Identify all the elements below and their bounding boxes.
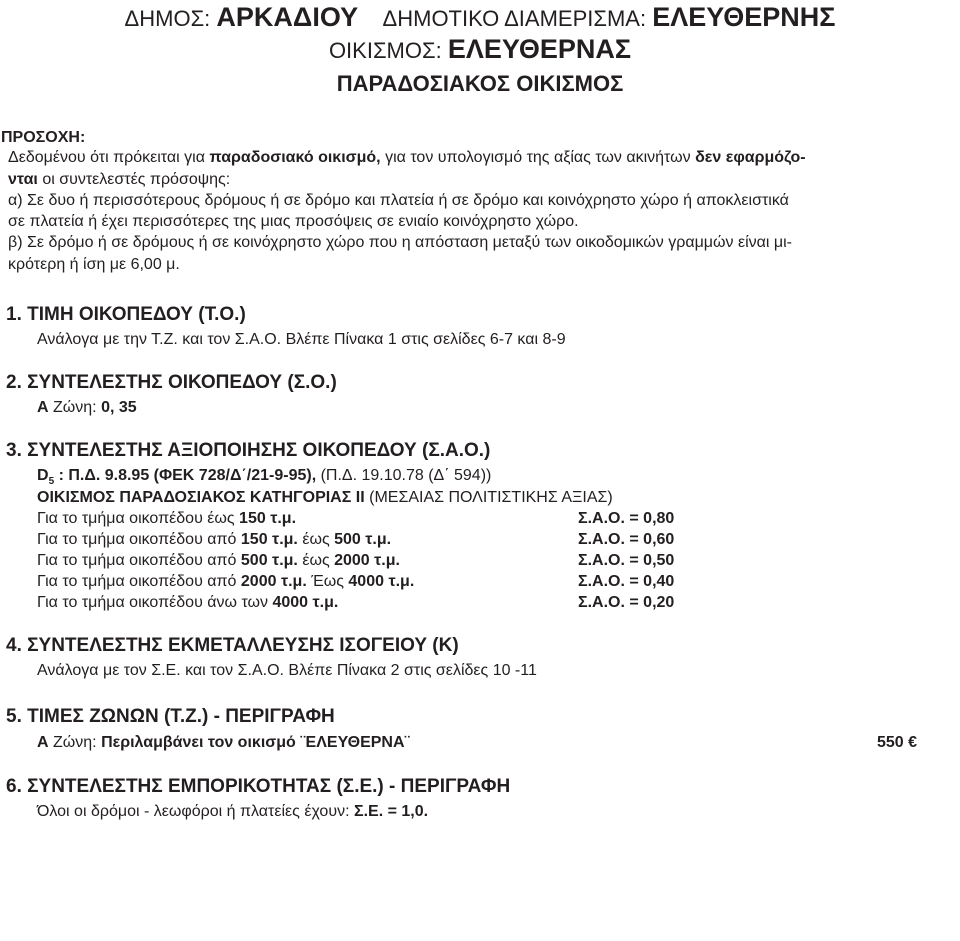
section-4-title: 4. ΣΥΝΤΕΛΕΣΤΗΣ ΕΚΜΕΤΑΛΛΕΥΣΗΣ ΙΣΟΓΕΙΟΥ (Κ) (6, 635, 459, 656)
section-5-title: 5. ΤΙΜΕΣ ΖΩΝΩΝ (Τ.Ζ.) - ΠΕΡΙΓΡΑΦΗ (6, 706, 335, 727)
section-5-zone (37, 734, 410, 752)
warning-line-6: κρότερη ή ίση με 6,00 μ. (8, 256, 180, 273)
reference-decree: : Π.Δ. 9.8.95 (ΦΕΚ 728/Δ΄/21-9-95), (54, 467, 317, 484)
zone-letter: Α (37, 734, 49, 751)
warning-line-5: β) Σε δρόμο ή σε δρόμους ή σε κοινόχρηστο χώρο που η απόσταση μεταξύ των οικοδομικών γραμμών είναι μι- (8, 234, 792, 251)
section-3-title: 3. ΣΥΝΤΕΛΕΣΤΗΣ ΑΞΙΟΠΟΙΗΣΗΣ ΟΙΚΟΠΕΔΟΥ (Σ.Α.Ο.) (6, 440, 491, 461)
text-run-bold: δεν εφαρμόζο- (695, 149, 806, 166)
zone-label: Ζώνη: (48, 734, 102, 751)
row-text: Για το τμήμα οικοπέδου άνω των (37, 594, 273, 611)
text-run-bold: παραδοσιακό οικισμό, (209, 149, 381, 166)
settlement-type: ΠΑΡΑΔΟΣΙΑΚΟΣ ΟΙΚΙΣΜΟΣ (336, 71, 624, 96)
sao-row (37, 552, 737, 570)
section-1-title: 1. ΤΙΜΗ ΟΙΚΟΠΕΔΟΥ (Τ.Ο.) (6, 304, 246, 325)
row-text: Για το τμήμα οικοπέδου από (37, 573, 241, 590)
row-area: 150 τ.μ. (240, 531, 298, 548)
row-area: 4000 τ.μ. (272, 594, 339, 611)
row-coefficient: Σ.Α.Ο. = 0,20 (578, 594, 675, 611)
text-run: Όλοι οι δρόμοι - λεωφόροι ή πλατείες έχουν: (37, 803, 354, 820)
settlement-name: ΕΛΕΥΘΕΡΝΑΣ (447, 34, 632, 64)
zone-price: 550 € (877, 734, 918, 751)
row-text: έως (297, 531, 335, 548)
warning-line-2 (8, 171, 230, 189)
district-label: ΔΗΜΟΤΙΚΟ ΔΙΑΜΕΡΙΣΜΑ: (382, 6, 653, 31)
settlement-label: ΟΙΚΙΣΜΟΣ: (328, 38, 448, 63)
row-text: Για το τμήμα οικοπέδου έως (37, 510, 240, 527)
reference-subscript: 5 (48, 476, 55, 487)
row-text: Για το τμήμα οικοπέδου από (37, 552, 241, 569)
sao-row (37, 510, 737, 528)
warning-line-1 (8, 149, 806, 167)
warning-title: ΠΡΟΣΟΧΗ: (1, 129, 86, 146)
section-3-category (37, 489, 613, 507)
reference-decree-2: (Π.Δ. 19.10.78 (Δ΄ 594)) (316, 467, 492, 484)
row-text: Για το τμήμα οικοπέδου από (37, 531, 241, 548)
row-area: 500 τ.μ. (240, 552, 298, 569)
section-2-title: 2. ΣΥΝΤΕΛΕΣΤΗΣ ΟΙΚΟΠΕΔΟΥ (Σ.Ο.) (6, 372, 337, 393)
row-coefficient: Σ.Α.Ο. = 0,80 (578, 510, 675, 527)
section-3-reference (37, 467, 491, 485)
text-run: για τον υπολογισμό της αξίας των ακινήτων (380, 149, 696, 166)
category-name: ΟΙΚΙΣΜΟΣ ΠΑΡΑΔΟΣΙΑΚΟΣ ΚΑΤΗΓΟΡΙΑΣ ΙΙ (37, 489, 365, 506)
zone-coefficient: 0, 35 (101, 399, 137, 416)
zone-description: Περιλαμβάνει τον οικισμό ¨ΕΛΕΥΘΕΡΝΑ¨ (101, 734, 410, 751)
commerciality-coefficient: Σ.Ε. = 1,0. (353, 803, 429, 820)
district-name: ΕΛΕΥΘΕΡΝΗΣ (652, 2, 836, 32)
section-6-text (37, 803, 428, 821)
text-run-bold: νται (8, 171, 38, 188)
warning-line-3: α) Σε δυο ή περισσότερους δρόμους ή σε δρόμο και πλατεία ή σε δρόμο και κοινόχρηστο χώρο ή αποκλειστικά (8, 192, 789, 209)
reference-d: D (37, 467, 49, 484)
sao-row (37, 531, 737, 549)
section-6-title: 6. ΣΥΝΤΕΛΕΣΤΗΣ ΕΜΠΟΡΙΚΟΤΗΤΑΣ (Σ.Ε.) - ΠΕΡΙΓΡΑΦΗ (6, 776, 511, 797)
zone-letter: Α (37, 399, 49, 416)
row-area: 2000 τ.μ. (334, 552, 400, 569)
row-coefficient: Σ.Α.Ο. = 0,50 (578, 552, 675, 569)
header-line-2 (0, 34, 960, 65)
municipality-name: ΑΡΚΑΔΙΟΥ (216, 2, 359, 32)
row-coefficient: Σ.Α.Ο. = 0,60 (578, 531, 675, 548)
sao-row (37, 594, 737, 612)
row-area: 4000 τ.μ. (348, 573, 415, 590)
text-run: Δεδομένου ότι πρόκειται για (8, 149, 210, 166)
zone-label: Ζώνη: (48, 399, 102, 416)
text-run: οι συντελεστές πρόσοψης: (37, 171, 231, 188)
row-area: 500 τ.μ. (334, 531, 392, 548)
section-4-text: Ανάλογα με τον Σ.Ε. και τον Σ.Α.Ο. Βλέπε Πίνακα 2 στις σελίδες 10 -11 (37, 662, 537, 679)
section-1-text: Ανάλογα με την Τ.Ζ. και τον Σ.Α.Ο. Βλέπε Πίνακα 1 στις σελίδες 6-7 και 8-9 (37, 331, 566, 348)
row-coefficient: Σ.Α.Ο. = 0,40 (578, 573, 675, 590)
warning-line-4: σε πλατεία ή έχει περισσότερες της μιας προσόψεις σε ενιαίο κοινόχρηστο χώρο. (8, 213, 579, 230)
section-2-zone (37, 399, 137, 417)
row-area: 2000 τ.μ. (240, 573, 307, 590)
municipality-label: ΔΗΜΟΣ: (124, 6, 217, 31)
row-text: Έως (306, 573, 349, 590)
row-area: 150 τ.μ. (239, 510, 297, 527)
row-text: έως (297, 552, 335, 569)
sao-row (37, 573, 737, 591)
category-value: (ΜΕΣΑΙΑΣ ΠΟΛΙΤΙΣΤΙΚΗΣ ΑΞΙΑΣ) (364, 489, 613, 506)
header-line-1 (0, 2, 960, 33)
